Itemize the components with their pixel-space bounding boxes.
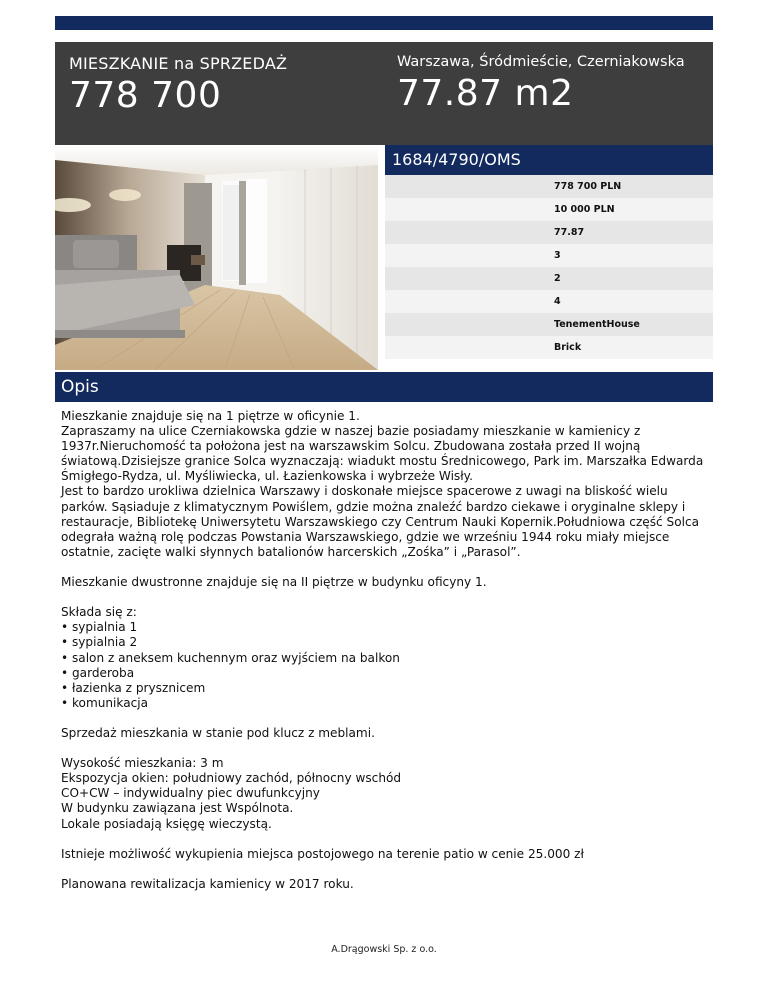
reference-number: 1684/4790/OMS <box>385 145 713 175</box>
detail-value: 77.87 <box>554 227 585 238</box>
listing-type: MIESZKANIE na SPRZEDAŻ <box>69 54 288 73</box>
detail-row <box>385 175 713 198</box>
footer-company: A.Drągowski Sp. z o.o. <box>331 944 437 955</box>
detail-value: 4 <box>554 296 561 307</box>
details-panel <box>385 145 713 359</box>
detail-row <box>385 244 713 267</box>
bedroom-photo <box>55 145 378 370</box>
description-paragraph: Wysokość mieszkania: 3 m Ekspozycja okien: południowy zachód, północny wschód CO+CW – indywidualny piec dwufunkcyjny W budynku zawiązana jest Wspólnota. Lokale posiadają księgę wieczystą. <box>61 756 402 831</box>
detail-value: Brick <box>554 342 582 353</box>
listing-price: 778 700 <box>69 75 222 116</box>
header-left <box>69 54 287 116</box>
details-table <box>385 175 713 359</box>
description <box>61 409 711 907</box>
detail-row <box>385 336 713 359</box>
description-paragraph: Istnieje możliwość wykupienia miejsca postojowego na terenie patio w cenie 25.000 zł <box>61 846 584 861</box>
top-accent-bar <box>55 16 713 30</box>
bedroom-photo-illustration <box>55 145 378 370</box>
section-title: Opis <box>55 372 713 402</box>
description-paragraph: Składa się z: • sypialnia 1 • sypialnia 2 • salon z aneksem kuchennym oraz wyjściem na balkon • garderoba • łazienka z prysznicem • komunikacja <box>61 605 400 710</box>
description-paragraph: Mieszkanie znajduje się na 1 piętrze w oficynie 1. Zapraszamy na ulice Czerniakowska gdzie w naszej bazie posiadamy mieszkanie w kamienicy z 1937r.Nieruchomość ta położona jest na warszawskim Solcu. Zbudowana została przed II wojną światową.Dzisiejsze granice Solca wyznaczają: wiadukt mostu Średnicowego, Park im. Marszałka Edwarda Śmigłego-Rydza, ul. Myśliwiecka, ul. Łazienkowska i wybrzeże Wisły. Jest to bardzo urokliwa dzielnica Warszawy i doskonałe miejsce spacerowe z uwagi na bliskość wielu parków. Sąsiaduje z klimatycznym Powiślem, gdzie można znaleźć bardzo ciekawe i oryginalne sklepy i restauracje, Bibliotekę Uniwersytetu Warszawskiego czy Centrum Nauki Kopernik.Południowa część Solca odegrała ważną rolę podczas Powstania Warszawskiego, gdzie we wrześniu 1944 roku miały miejsce ostatnie, zacięte walki słynnych batalionów harcerskich „Zośka” i „Parasol”. <box>61 409 704 559</box>
description-paragraph: Mieszkanie dwustronne znajduje się na II piętrze w budynku oficyny 1. <box>61 575 487 590</box>
detail-row <box>385 313 713 336</box>
detail-value: 3 <box>554 250 561 261</box>
detail-row <box>385 221 713 244</box>
listing-header <box>55 42 713 145</box>
detail-row <box>385 267 713 290</box>
description-paragraph: Sprzedaż mieszkania w stanie pod klucz z meblami. <box>61 725 375 740</box>
detail-row <box>385 198 713 221</box>
detail-value: TenementHouse <box>554 319 640 330</box>
detail-value: 10 000 PLN <box>554 204 615 215</box>
listing-location: Warszawa, Śródmieście, Czerniakowska <box>397 54 685 70</box>
listing-area: 77.87 m2 <box>397 73 574 114</box>
detail-value: 778 700 PLN <box>554 181 622 192</box>
detail-value: 2 <box>554 273 561 284</box>
detail-row <box>385 290 713 313</box>
description-paragraph: Planowana rewitalizacja kamienicy w 2017 roku. <box>61 876 354 891</box>
header-right <box>397 54 697 114</box>
